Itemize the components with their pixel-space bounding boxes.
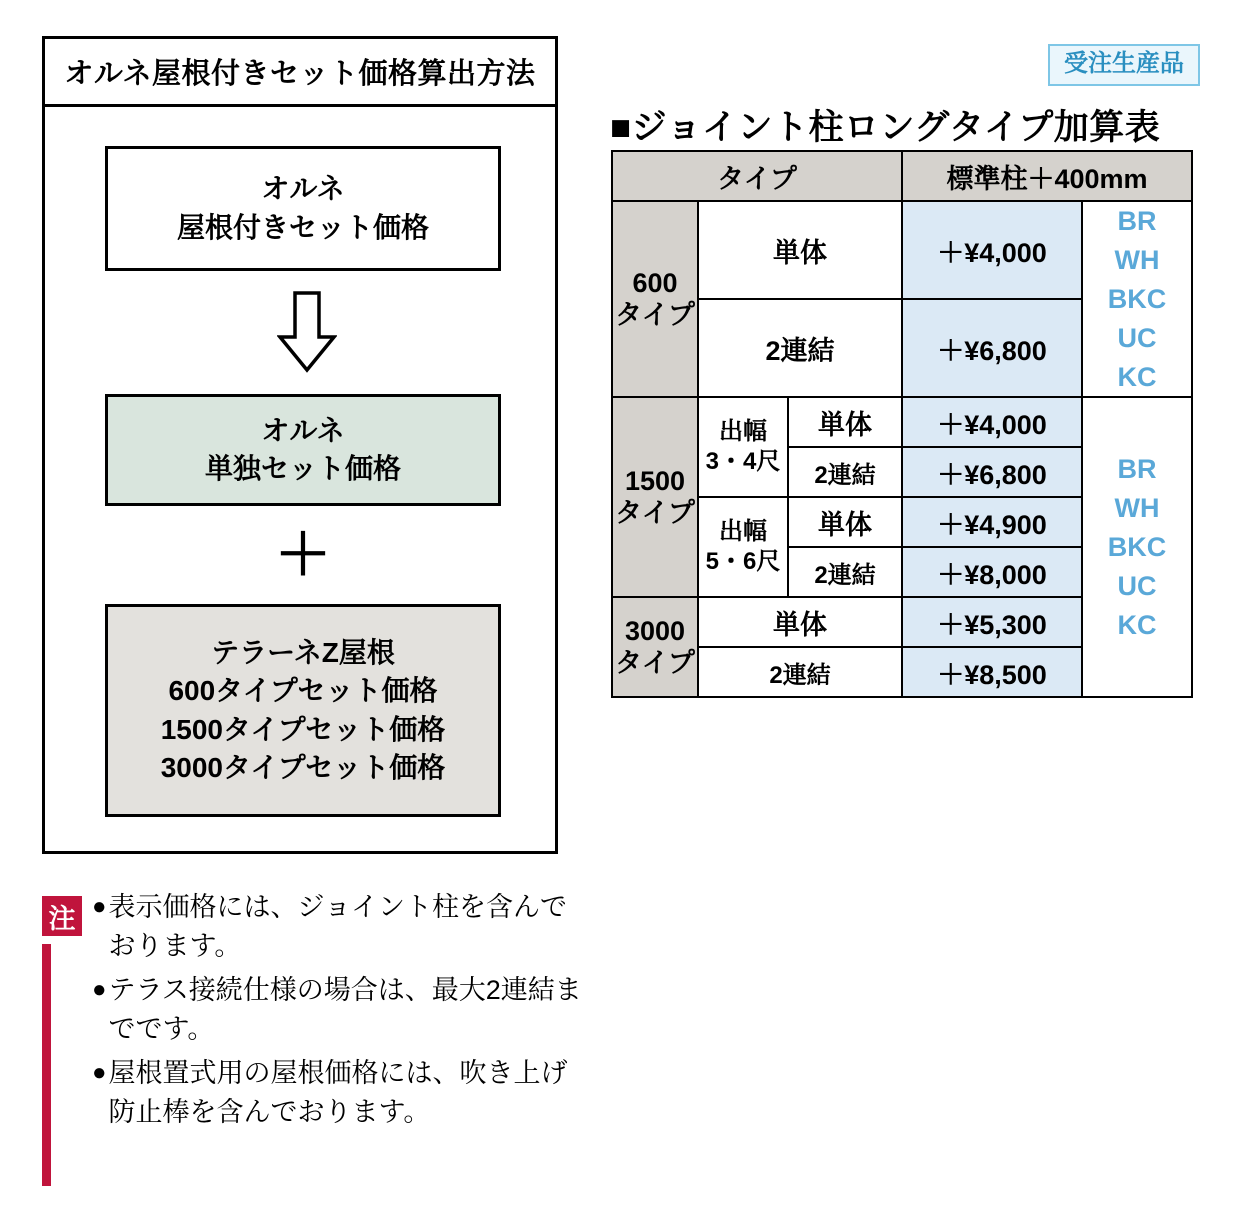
width-56-line2: 5・6尺 [705,548,781,576]
box-roof-price-line1: テラーネZ屋根 [211,637,395,669]
color-wh: WH [1114,493,1160,524]
color-uc: UC [1117,322,1157,353]
box-roof-set-price [105,604,501,817]
table-header-row [612,151,1192,201]
list-item [92,888,582,965]
width-34 [698,397,788,497]
status-badge-made-to-order: 受注生産品 [1048,44,1200,86]
box-single-set-price [105,394,501,506]
row-3000-double-label: 2連結 [698,647,902,697]
row-3000-single-price: ＋¥5,300 [902,597,1082,647]
box-roof-price-line2: 600タイプセット価格 [168,675,438,707]
row-1500-34-double-price: ＋¥6,800 [902,447,1082,497]
list-item [92,1054,582,1131]
color-kc: KC [1117,361,1157,392]
type-1500-line2: タイプ [615,498,695,529]
box-set-price [105,146,501,271]
box-roof-price-line3: 1500タイプセット価格 [160,713,446,745]
row-1500-34-single-label: 単体 [788,397,902,447]
table-row [612,397,1192,447]
type-3000 [612,597,698,697]
color-uc: UC [1117,570,1157,601]
row-1500-56-double-price: ＋¥8,000 [902,547,1082,597]
box-set-price-line1: オルネ [261,173,345,205]
box-single-price-line1: オルネ [261,414,345,446]
type-600-line1: 600 [632,267,678,298]
header-price: 標準柱＋400mm [902,151,1192,201]
color-br: BR [1117,454,1157,485]
color-kc: KC [1117,609,1157,640]
color-wh: WH [1114,244,1160,275]
panel-title-bar [45,39,555,107]
row-1500-56-double-label: 2連結 [788,547,902,597]
colors-600 [1082,201,1192,397]
bullet-icon: ● [92,976,107,1004]
type-3000-line1: 3000 [624,615,686,646]
bullet-icon: ● [92,893,107,920]
page-title: ■ジョイント柱ロングタイプ加算表 [610,108,1161,147]
row-3000-double-price: ＋¥8,500 [902,647,1082,697]
price-calculation-panel [42,36,558,854]
type-1500-line1: 1500 [624,465,686,496]
bullet-icon: ● [92,1059,107,1087]
width-34-line2: 3・4尺 [705,448,781,476]
note-text: 表示価格には、ジョイント柱を含んでおります。 [108,892,567,961]
joint-post-long-type-price-table [611,150,1193,698]
note-list [92,888,582,1138]
row-1500-34-double-label: 2連結 [788,447,902,497]
color-bkc: BKC [1107,531,1167,562]
header-type: タイプ [612,151,902,201]
row-1500-56-single-label: 単体 [788,497,902,547]
table-row [612,201,1192,299]
row-600-double-price: ＋¥6,800 [902,299,1082,397]
note-text: テラス接続仕様の場合は、最大2連結までです。 [108,975,582,1044]
box-roof-price-line4: 3000タイプセット価格 [160,751,446,783]
row-1500-56-single-price: ＋¥4,900 [902,497,1082,547]
note-accent-bar [42,944,51,1186]
width-56-line1: 出幅 [719,518,767,546]
note-badge: 注 [42,896,82,936]
row-1500-34-single-price: ＋¥4,000 [902,397,1082,447]
box-single-price-line2: 単独セット価格 [204,453,401,484]
list-item [92,971,582,1048]
type-1500 [612,397,698,597]
plus-sign: ＋ [275,523,331,586]
row-3000-single-label: 単体 [698,597,902,647]
row-600-single-label: 単体 [698,201,902,299]
color-bkc: BKC [1107,283,1167,314]
color-br: BR [1117,206,1157,236]
row-600-double-label: 2連結 [698,299,902,397]
width-34-line1: 出幅 [719,418,767,446]
box-set-price-line2: 屋根付きセット価格 [176,211,429,243]
row-600-single-price: ＋¥4,000 [902,201,1082,299]
type-600-line2: タイプ [615,300,695,331]
note-text: 屋根置式用の屋根価格には、吹き上げ防止棒を含んでおります。 [108,1058,568,1128]
type-600 [612,201,698,397]
down-arrow-icon [277,291,337,373]
colors-1500-3000 [1082,397,1192,697]
panel-title: オルネ屋根付きセット価格算出方法 [64,58,536,90]
width-56 [698,497,788,597]
type-3000-line2: タイプ [615,648,695,679]
